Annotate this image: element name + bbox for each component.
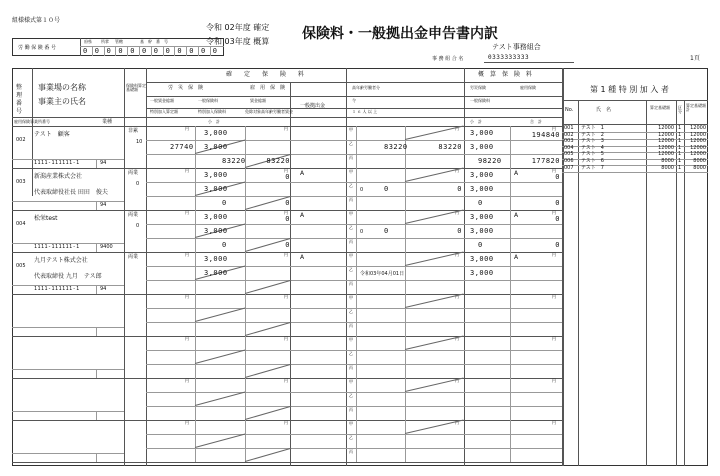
cell-divider — [245, 420, 246, 462]
insurance-digit: 0 — [201, 47, 206, 55]
tag-letter: 甲 — [349, 127, 353, 132]
gaisan-rousai: 労災保険 — [470, 85, 486, 90]
row-business-name: 松栄test — [34, 215, 58, 222]
cell-divider — [510, 294, 511, 336]
tag-divider — [356, 336, 357, 378]
special-amount: 8000 — [661, 158, 674, 164]
cell-divider — [195, 420, 196, 462]
gaisan-koyou-rate: 3,000 — [470, 269, 494, 277]
ippan-total: 83220 — [438, 143, 462, 151]
cell-divider — [195, 378, 196, 420]
tag-divider — [356, 252, 357, 294]
rousai-rate: 3,000 — [204, 171, 228, 179]
ippan-value: 令和03年04月01日 — [360, 271, 405, 277]
office-number: 0333333333 — [488, 54, 530, 61]
sub-row-line — [146, 308, 562, 309]
under-header: １ ６ 人 以 上 — [352, 109, 378, 114]
office-name: テスト事務組合 — [492, 43, 541, 51]
rousai-amount: 0 — [285, 173, 290, 181]
yen-mark: 円 — [284, 126, 288, 131]
sub-row-line — [146, 140, 562, 141]
menjo-header: 免除対象高年齢労働者賃金 — [245, 109, 293, 114]
special-name-header: 氏 名 — [596, 107, 612, 113]
digit-divider — [151, 46, 152, 56]
sub-row-line — [146, 392, 562, 393]
gaisan-rousai-amount: 0 — [555, 215, 560, 223]
ippan-value: 0 — [360, 229, 364, 235]
special-total: 8000 — [693, 158, 706, 164]
digit-divider — [127, 46, 128, 56]
tag-letter: 丙 — [349, 281, 353, 286]
digit-divider — [210, 46, 211, 56]
row-type: 94 — [100, 286, 107, 292]
empno-divider — [96, 453, 97, 462]
cell-divider — [510, 252, 511, 294]
gaisan-syouri: 小 計 — [470, 119, 482, 124]
a-mark: A — [514, 254, 519, 261]
sub-row-line — [146, 448, 562, 449]
row-kind: 両業 — [128, 212, 139, 218]
gaisan-total: 177820 — [531, 157, 560, 165]
subtotal-age-header: 高年齢労働者分 — [352, 85, 380, 90]
special-no: 007 — [564, 164, 574, 171]
gaisan-rousai-amount: 194840 — [531, 131, 560, 139]
cell-divider — [195, 252, 196, 294]
yen-mark: 円 — [284, 252, 288, 257]
tag-letter: 甲 — [349, 337, 353, 342]
tag-letter: 甲 — [349, 379, 353, 384]
sub-row-line — [146, 196, 562, 197]
insurance-digit: 0 — [212, 47, 218, 55]
cell-divider — [405, 420, 406, 462]
koyou-amount: 0 — [222, 241, 227, 249]
sub-row-line — [146, 266, 562, 267]
tag-divider — [356, 420, 357, 462]
rate-header: 保険料算定基礎額 — [126, 83, 146, 92]
cell-divider — [195, 210, 196, 252]
sub-row-line — [146, 154, 562, 155]
digit-divider — [104, 46, 105, 56]
sub-row-line — [146, 364, 562, 365]
cell-divider — [245, 294, 246, 336]
special-amount: 8000 — [661, 164, 674, 171]
yen-mark: 円 — [455, 126, 459, 131]
yen-mark: 円 — [284, 420, 288, 425]
koyou-rate: 3,000 — [204, 143, 228, 151]
insurance-digit: 0 — [94, 47, 100, 55]
tag-letter: 甲 — [349, 169, 353, 174]
year-estimate: 令和 03年度 概算 — [206, 37, 270, 46]
row-kind-sub: 0 — [136, 181, 140, 187]
rousai-rate: 3,000 — [204, 129, 228, 137]
row-owner-name: 代表取締役社長 田田 俊夫 — [34, 189, 108, 196]
cell-divider — [195, 294, 196, 336]
empno-line — [12, 369, 124, 370]
cell-divider — [510, 336, 511, 378]
cell-divider — [405, 252, 406, 294]
empno-divider — [96, 411, 97, 420]
tag-letter: 丙 — [349, 449, 353, 454]
prefecture-head: 府県 — [84, 39, 92, 44]
kakutei-header: 確 定 保 険 料 — [226, 71, 305, 78]
cell-divider — [245, 252, 246, 294]
special-row-line — [562, 172, 708, 173]
special-total: 8000 — [693, 164, 706, 171]
special-kubun: 1 — [678, 151, 682, 158]
digit-divider — [174, 46, 175, 56]
digit-divider — [139, 46, 140, 56]
special-no: 001 — [564, 125, 574, 131]
special-kubun-header: 区分 — [678, 105, 682, 114]
page-number: 1頁 — [690, 55, 700, 62]
yen-mark: 円 — [284, 168, 288, 173]
special-kubun: 1 — [678, 125, 682, 131]
empno-divider — [96, 201, 97, 210]
special-kubun: 1 — [678, 131, 682, 138]
a-mark: A — [514, 212, 519, 219]
special-no-header: No. — [565, 107, 574, 113]
tag-letter: 甲 — [349, 253, 353, 258]
row-seq: 004 — [16, 221, 26, 227]
koyou-rate: 3,000 — [204, 185, 228, 193]
special-amount: 12000 — [658, 125, 674, 131]
tag-divider — [356, 294, 357, 336]
special-name: テスト 1 — [581, 125, 604, 131]
gaisan-goukei: 合 計 — [530, 119, 542, 124]
shosho-head: 所掌 — [101, 39, 109, 44]
special-amount: 12000 — [658, 131, 674, 138]
yen-mark: 円 — [455, 252, 459, 257]
tag-letter: 乙 — [349, 141, 353, 146]
digit-divider — [163, 46, 164, 56]
koyou-total: 83220 — [266, 157, 290, 165]
empno-header: 雇用保険事業所番号 — [14, 119, 50, 124]
special-total: 12000 — [690, 144, 706, 151]
rousai-rate: 3,000 — [204, 213, 228, 221]
ippan-kakutei-header: 一般賃金総額 — [150, 98, 174, 103]
yen-mark: 円 — [185, 420, 189, 425]
special-total: 12000 — [690, 138, 706, 145]
ippan-value: 0 — [360, 187, 364, 193]
sub-row-line — [146, 224, 562, 225]
cell-divider — [510, 420, 511, 462]
a-mark: A — [300, 212, 305, 219]
yen-mark: 円 — [552, 420, 556, 425]
ippan-total: 0 — [457, 185, 462, 193]
cell-divider — [405, 210, 406, 252]
special-no: 004 — [564, 144, 574, 151]
sub-row-line — [146, 350, 562, 351]
tag-letter: 甲 — [349, 211, 353, 216]
yen-mark: 円 — [552, 252, 556, 257]
insurance-digit: 0 — [189, 47, 194, 55]
yen-mark: 円 — [552, 336, 556, 341]
gaisan-rousai-amount: 0 — [555, 173, 560, 181]
year-confirm: 令和 02年度 確定 — [206, 23, 270, 32]
yen-mark: 円 — [284, 336, 288, 341]
insurance-digit: 0 — [106, 47, 112, 55]
tag-letter: 甲 — [349, 421, 353, 426]
yen-mark: 円 — [455, 210, 459, 215]
tag-letter: 丙 — [349, 197, 353, 202]
sub-row-line — [146, 280, 562, 281]
insurance-digit: 0 — [177, 47, 183, 55]
yen-mark: 円 — [284, 210, 288, 215]
empno-line — [12, 327, 124, 328]
special-name: テスト 7 — [581, 164, 604, 171]
gaisan-ippan: 一般保険料 — [470, 98, 490, 103]
row-owner-name: 代表取締役 九月 テス郎 — [34, 273, 102, 280]
ippan-amount: 83220 — [384, 143, 408, 151]
ippan-amount: 0 — [384, 185, 389, 193]
cell-divider — [405, 168, 406, 210]
cell-divider — [195, 336, 196, 378]
yen-mark: 円 — [455, 336, 459, 341]
gaisan-koyou-amount: 0 — [478, 241, 483, 249]
tag-letter: 甲 — [349, 295, 353, 300]
tag-letter: 乙 — [349, 309, 353, 314]
special-kubun: 1 — [678, 158, 682, 164]
sub-row-line — [146, 182, 562, 183]
tag-letter: 乙 — [349, 435, 353, 440]
rousai-amount: 0 — [285, 215, 290, 223]
yen-mark: 円 — [185, 126, 189, 131]
tag-letter: 乙 — [349, 267, 353, 272]
yen-mark: 円 — [552, 378, 556, 383]
kankatsu-head: 管轄 — [115, 39, 123, 44]
yen-mark: 円 — [185, 378, 189, 383]
seq-header: 整 理 番 号 — [16, 84, 29, 115]
page-title: 保険料・一般拠出金申告書内訳 — [302, 26, 498, 42]
special-no: 003 — [564, 138, 574, 145]
yen-mark: 円 — [552, 294, 556, 299]
yen-mark: 円 — [284, 378, 288, 383]
special-amount: 12000 — [658, 138, 674, 145]
row-kind-sub: 10 — [136, 139, 143, 145]
row-type: 94 — [100, 160, 107, 166]
empno-divider — [96, 369, 97, 378]
a-mark: A — [300, 254, 305, 261]
tag-letter: 乙 — [349, 351, 353, 356]
special-name: テスト 3 — [581, 138, 604, 145]
office-label: 事 務 組 合 名 — [432, 56, 464, 62]
tag-divider — [356, 126, 357, 168]
special-total: 12000 — [690, 151, 706, 158]
yen-mark: 円 — [552, 126, 556, 131]
row-type: 94 — [100, 202, 107, 208]
special-kubun: 1 — [678, 164, 682, 171]
empno-divider — [96, 327, 97, 336]
cell-divider — [195, 126, 196, 168]
special-no: 002 — [564, 131, 574, 138]
special-name: テスト 6 — [581, 158, 604, 164]
koyou-header: 雇 用 保 険 — [250, 85, 286, 91]
yen-mark: 円 — [185, 294, 189, 299]
tag-letter: 丙 — [349, 365, 353, 370]
yen-mark: 円 — [455, 168, 459, 173]
tag-divider — [356, 378, 357, 420]
ippan-total: 0 — [457, 227, 462, 235]
gaisan-rousai-rate: 3,000 — [470, 171, 494, 179]
tag-letter: 乙 — [349, 393, 353, 398]
cell-divider — [510, 378, 511, 420]
empno-divider — [96, 285, 97, 294]
row-seq: 003 — [16, 179, 26, 185]
tag-letter: 乙 — [349, 183, 353, 188]
special-kubun: 1 — [678, 138, 682, 145]
gaisan-total: 0 — [555, 241, 560, 249]
yen-mark: 円 — [185, 210, 189, 215]
special-no: 006 — [564, 158, 574, 164]
digit-divider — [115, 46, 116, 56]
tag-divider — [356, 210, 357, 252]
cell-divider — [405, 294, 406, 336]
row-business-name: テスト 顧客 — [34, 131, 70, 138]
special-name: テスト 2 — [581, 131, 604, 138]
rousai-rate: 3,000 — [204, 255, 228, 263]
row-kind-sub: 0 — [136, 223, 140, 229]
empno-line — [12, 411, 124, 412]
koyou-rate: 3,000 — [204, 227, 228, 235]
tag-letter: 丙 — [349, 407, 353, 412]
yen-mark: 円 — [455, 420, 459, 425]
row-business-name: 九月テスト株式会社 — [34, 257, 88, 264]
row-business-name: 新潟産業株式会社 — [34, 173, 83, 180]
gaisan-total: 0 — [555, 199, 560, 207]
row-empno: 1111-111111-1 — [34, 286, 80, 292]
cell-divider — [405, 378, 406, 420]
cell-divider — [405, 336, 406, 378]
cell-divider — [245, 336, 246, 378]
insurance-digit: 0 — [165, 47, 171, 55]
row-kind: 非累 — [128, 128, 139, 134]
special-kubun: 1 — [678, 144, 682, 151]
koyou-amount: 83220 — [222, 157, 246, 165]
special-total-header: 算定基礎額計 — [686, 103, 706, 112]
row-empno: 1111-111111-1 — [34, 160, 80, 166]
special-amount-header: 算定基礎額 — [650, 105, 670, 110]
special-title: 第 1 種 特 別 加 入 者 — [590, 85, 669, 94]
empno-divider — [96, 243, 97, 252]
rousai-header: 労 災 保 険 — [168, 85, 204, 91]
tag-letter: 乙 — [349, 225, 353, 230]
ippan-rate-header: 一般保険料 — [198, 98, 218, 103]
yen-mark: 円 — [185, 168, 189, 173]
insurance-digit: 0 — [142, 47, 147, 55]
type-header: 業種 — [102, 119, 113, 125]
owner-header: 事業主の氏名 — [38, 97, 86, 106]
special-total: 12000 — [690, 125, 706, 131]
special-name: テスト 5 — [581, 151, 604, 158]
rousai-subtotal: 27740 — [170, 143, 194, 151]
gaisan-koyou-rate: 3,000 — [470, 227, 494, 235]
special-name: テスト 4 — [581, 144, 604, 151]
syouri-header: 小 計 — [208, 119, 220, 124]
row-type: 9400 — [100, 244, 113, 250]
gaisan-header: 概 算 保 険 料 — [478, 71, 533, 78]
sub-row-line — [146, 238, 562, 239]
yen-mark: 円 — [552, 168, 556, 173]
tokubetsu-header: 特別加入算定額 — [150, 109, 178, 114]
empno-line — [12, 453, 124, 454]
gaisan-koyou-rate: 3,000 — [470, 185, 494, 193]
row-empno: 1111-111111-1 — [34, 244, 80, 250]
gaisan-koyou-amount: 0 — [478, 199, 483, 207]
yen-mark: 円 — [284, 294, 288, 299]
ippan-amount: 0 — [384, 227, 389, 235]
tag-divider — [356, 168, 357, 210]
toku-header: 特別加入保険料 — [198, 109, 226, 114]
row-seq: 002 — [16, 137, 26, 143]
cell-divider — [245, 378, 246, 420]
yen-mark: 円 — [185, 252, 189, 257]
gaisan-rousai-rate: 3,000 — [470, 213, 494, 221]
special-total: 12000 — [690, 131, 706, 138]
row-kind: 両業 — [128, 170, 139, 176]
a-mark: A — [300, 170, 305, 177]
row-separator — [12, 462, 562, 463]
digit-divider — [92, 46, 93, 56]
gaisan-koyou-rate: 3,000 — [470, 143, 494, 151]
empno-divider — [96, 159, 97, 168]
row-seq: 005 — [16, 263, 26, 269]
insurance-digit: 0 — [83, 47, 88, 55]
tag-letter: 丙 — [349, 155, 353, 160]
koyou-rate: 3,000 — [204, 269, 228, 277]
gaisan-rousai-rate: 3,000 — [470, 255, 494, 263]
gaisan-koyou: 雇用保険 — [520, 85, 536, 90]
yen-mark: 円 — [552, 210, 556, 215]
koyou-amount: 0 — [222, 199, 227, 207]
gaisan-rousai-rate: 3,000 — [470, 129, 494, 137]
row-kind: 両業 — [128, 254, 139, 260]
special-amount: 12000 — [658, 144, 674, 151]
insurance-number-label: 労 働 保 険 番 号 — [18, 45, 56, 51]
tag-letter: 丙 — [349, 323, 353, 328]
digit-divider — [186, 46, 187, 56]
n-label: 令 — [352, 98, 356, 103]
gaisan-koyou-amount: 98220 — [478, 157, 502, 165]
sub-row-line — [146, 434, 562, 435]
yen-mark: 円 — [455, 378, 459, 383]
empno-line — [12, 201, 124, 202]
special-no: 005 — [564, 151, 574, 158]
insurance-digit: 0 — [118, 47, 124, 55]
sub-row-line — [146, 322, 562, 323]
digit-divider — [198, 46, 199, 56]
koyou-total: 0 — [285, 241, 290, 249]
cell-divider — [195, 168, 196, 210]
special-amount: 12000 — [658, 151, 674, 158]
yen-mark: 円 — [455, 294, 459, 299]
sub-row-line — [146, 406, 562, 407]
chingin-header: 賃金総額 — [250, 98, 266, 103]
a-mark: A — [514, 170, 519, 177]
insurance-digit: 0 — [153, 47, 159, 55]
yen-mark: 円 — [185, 336, 189, 341]
form-label: 組様様式第１０号 — [12, 17, 61, 24]
insurance-digit: 0 — [130, 47, 135, 55]
business-header: 事業場の名称 — [38, 83, 86, 92]
kikan-head: 基 幹 番 号 — [140, 39, 168, 44]
ippan-header: 一般拠出金 — [300, 103, 326, 109]
tag-letter: 丙 — [349, 239, 353, 244]
koyou-total: 0 — [285, 199, 290, 207]
